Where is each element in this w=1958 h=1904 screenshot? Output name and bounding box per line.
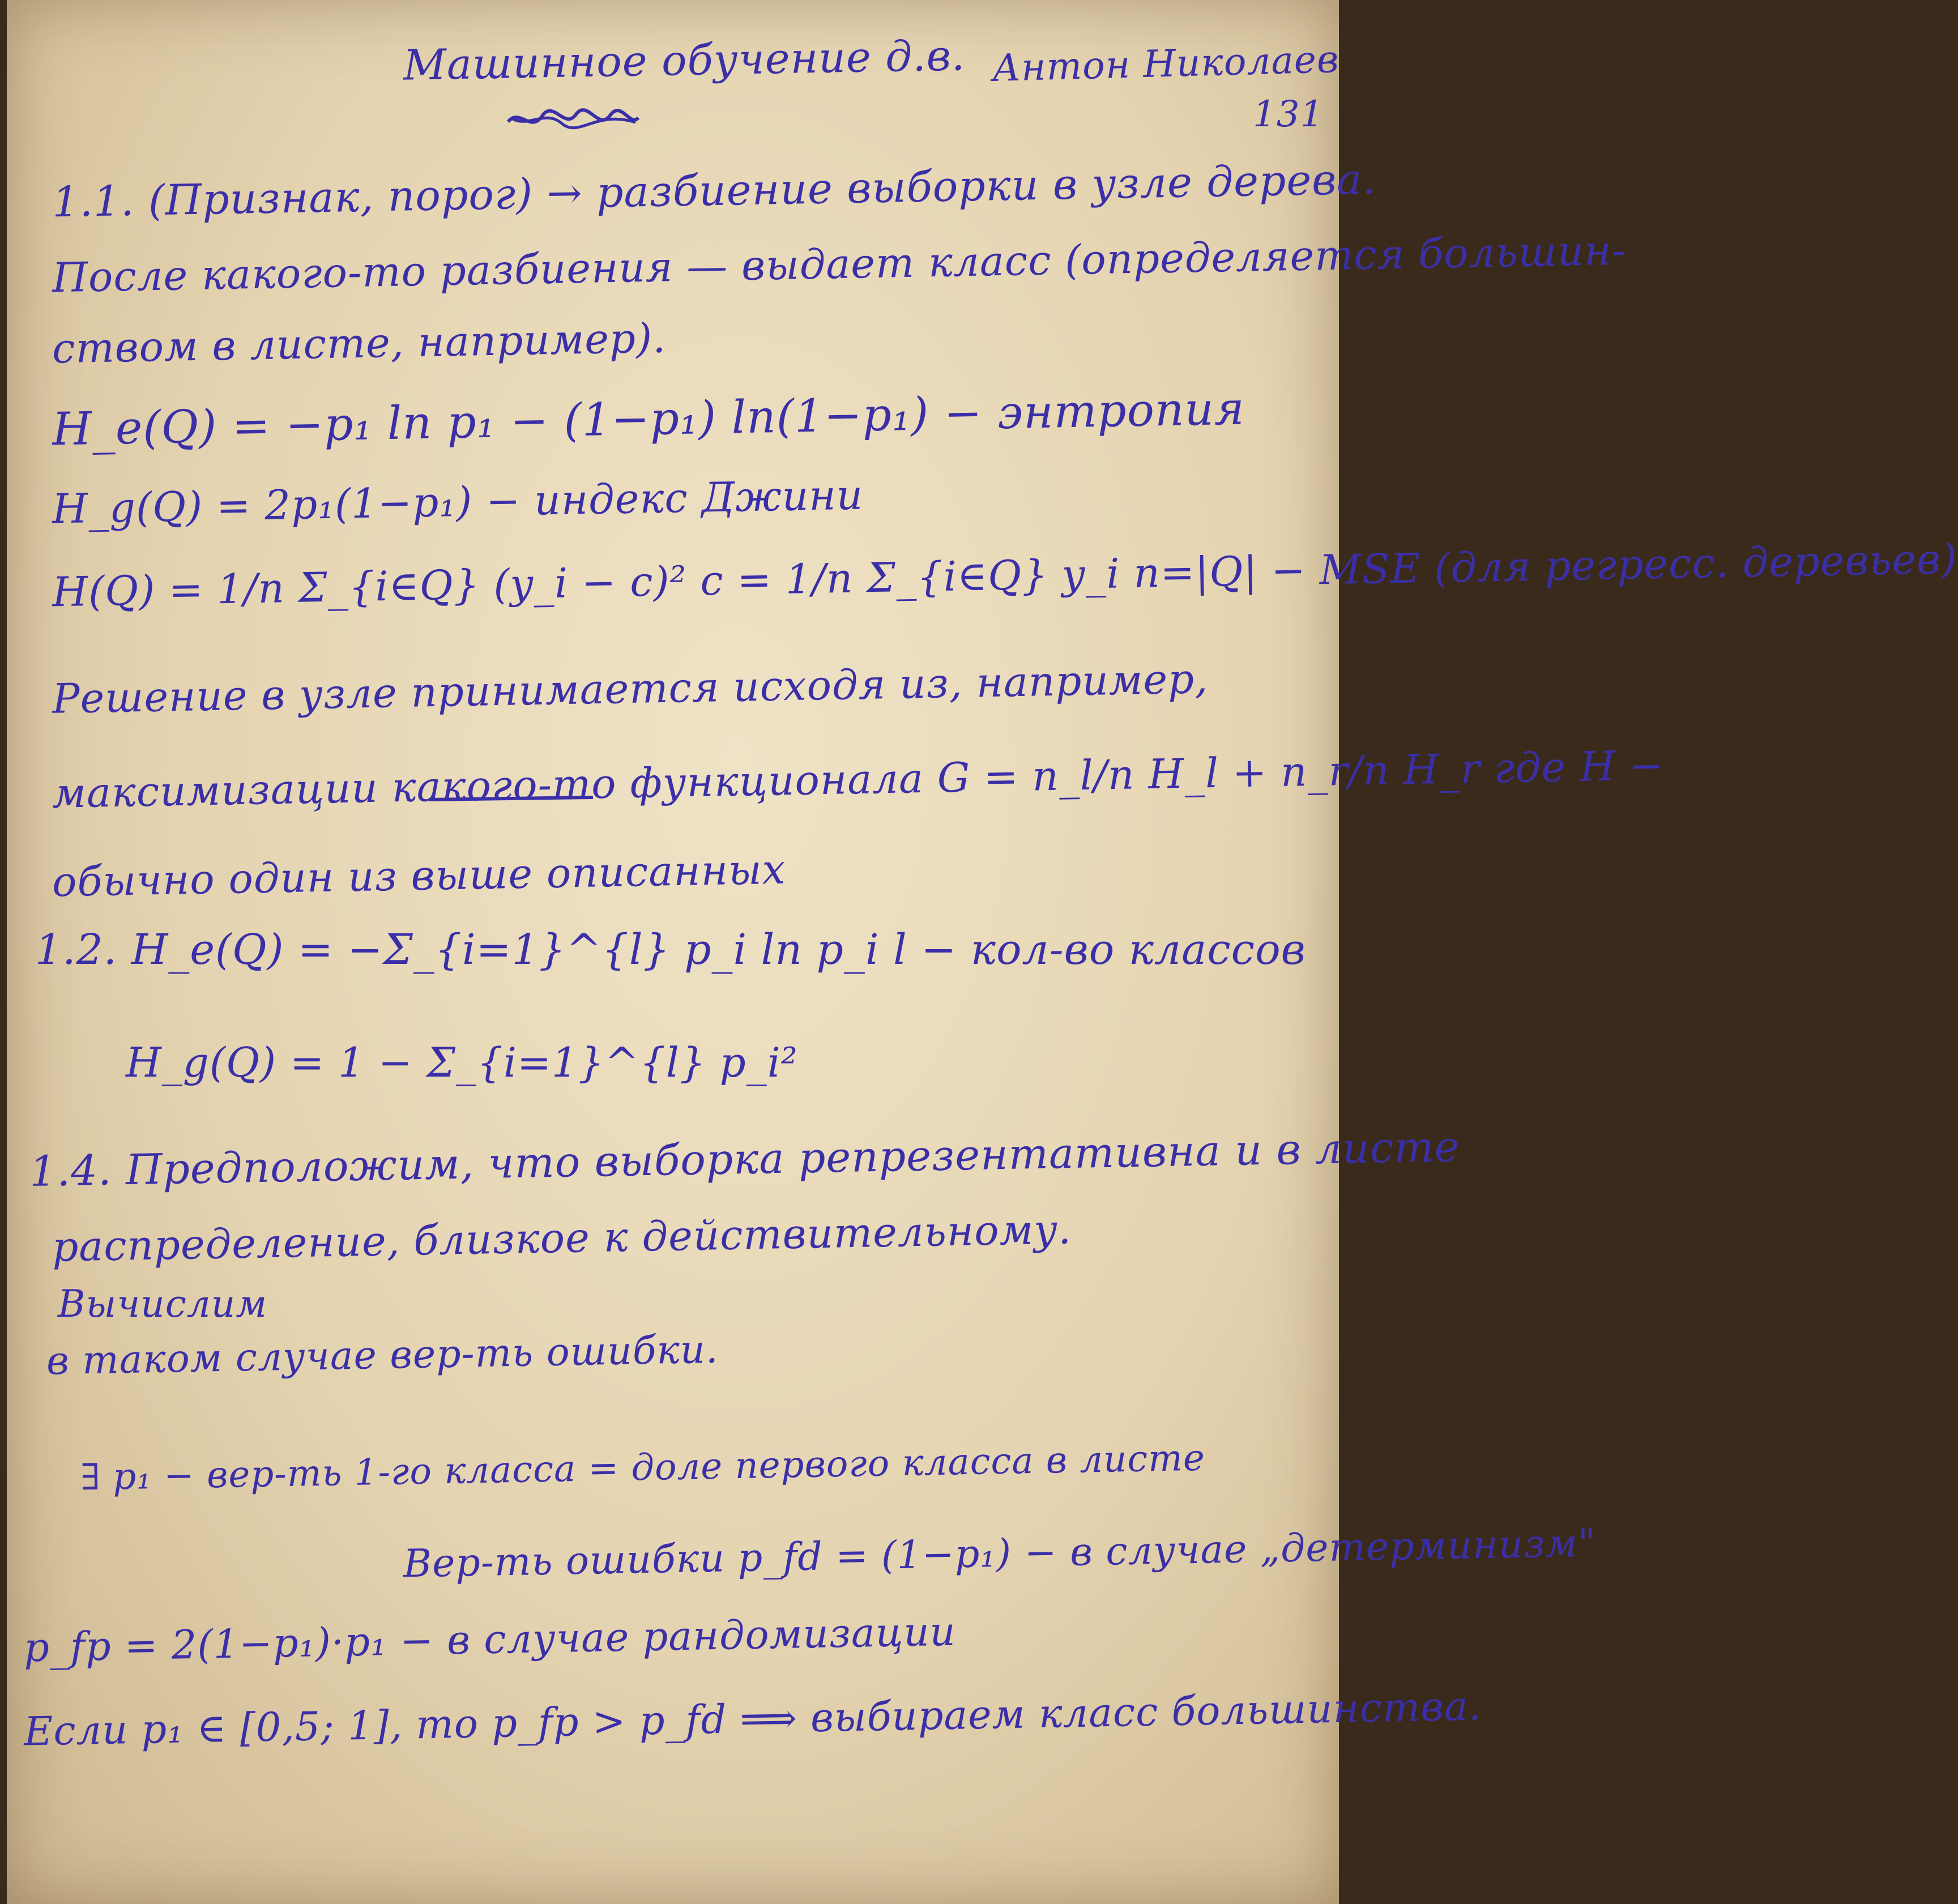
text-line: Решение в узле принимается исходя из, например, [52,655,1209,723]
text-line: ∃ p₁ − вер-ть 1-го класса = доле первого класса в листе [80,1437,1206,1499]
multiclass-gini-formula: H_g(Q) = 1 − Σ_{i=1}^{l} p_i² [126,1039,798,1086]
multiclass-entropy-formula: 1.2. H_e(Q) = −Σ_{i=1}^{l} p_i ln p_i l − кол-во классов [35,925,1306,974]
text-line: После какого-то разбиения — выдает класс (определяется большин- [52,226,1627,302]
error-prob-random: p_fp = 2(1−p₁)·p₁ − в случае рандомизации [23,1608,957,1671]
mse-formula: H(Q) = 1/n Σ_{i∈Q} (y_i − c)² c = 1/n Σ_{i∈Q} y_i n=|Q| − MSE (для регресс. деревьев) [52,535,1958,616]
conclusion-line: Если p₁ ∈ [0,5; 1], то p_fp > p_fd ⟹ выбираем класс большинства. [23,1683,1482,1755]
gini-formula: H_g(Q) = 2p₁(1−p₁) − индекс Джини [52,471,864,533]
text-line: обычно один из выше описанных [52,845,786,906]
functional-formula: максимизации какого-то функционала G = n_l/n H_l + n_r/n H_r где H − [52,741,1665,817]
page-title: Машинное обучение д.в. [403,31,966,90]
entropy-formula: H_e(Q) = −p₁ ln p₁ − (1−p₁) ln(1−p₁) − энтропия [52,382,1245,456]
notebook-page [7,0,1958,1904]
text-line: в таком случае вер-ть ошибки. [46,1327,719,1384]
text-line: ством в листе, например). [52,314,667,373]
group-number: 131 [1253,93,1324,135]
error-prob-deterministic: Вер-ть ошибки p_fd = (1−p₁) − в случае „детерминизм" [403,1521,1597,1587]
scribble-mark [505,102,641,136]
author-name: Антон Николаев [992,37,1340,91]
strikethrough-mark [426,787,596,810]
text-line: 1.1. (Признак, порог) → разбиение выборки в узле дерева. [52,155,1377,227]
text-line: 1.4. Предположим, что выборка репрезентативна и в листе [29,1122,1460,1197]
text-line: Вычислим [58,1282,268,1326]
text-line: распределение, близкое к действительному. [52,1205,1072,1271]
